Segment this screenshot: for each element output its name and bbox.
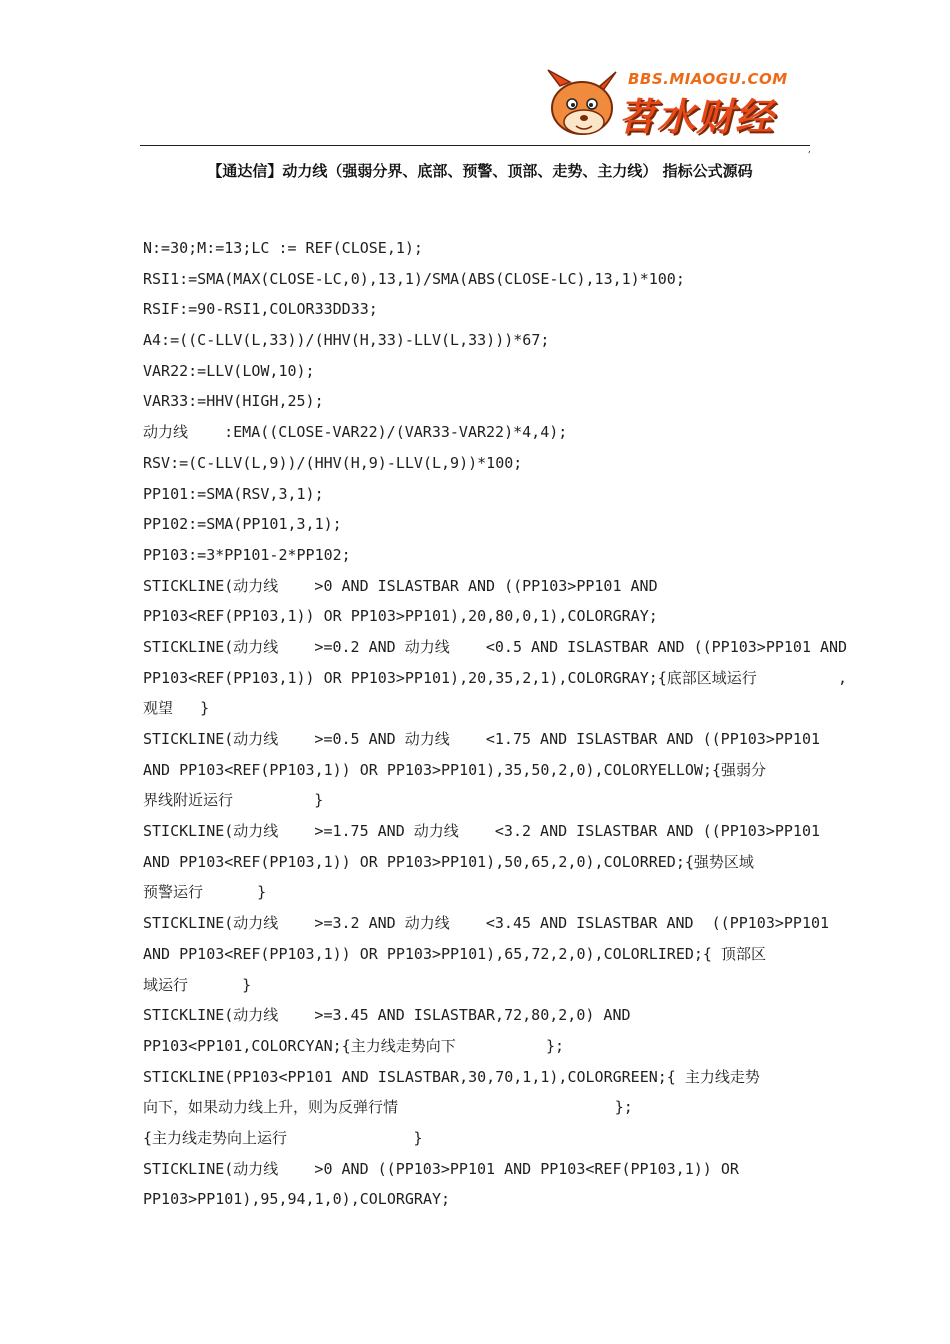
code-line: PP103<REF(PP103,1)) OR PP103>PP101),20,80,0,1),COLORGRAY; bbox=[143, 607, 658, 626]
code-line: STICKLINE(动力线 >=0.2 AND 动力线 <0.5 AND ISLASTBAR AND ((PP103>PP101 AND bbox=[143, 637, 848, 656]
code-line: RSI1:=SMA(MAX(CLOSE-LC,0),13,1)/SMA(ABS(CLOSE-LC),13,1)*100; bbox=[143, 269, 685, 288]
code-line: PP103:=3*PP101-2*PP102; bbox=[143, 545, 351, 564]
formula-code-block bbox=[143, 233, 848, 1215]
code-line: AND PP103<REF(PP103,1)) OR PP103>PP101),65,72,2,0),COLORLIRED;{ 顶部区 bbox=[143, 944, 766, 963]
code-line: VAR22:=LLV(LOW,10); bbox=[143, 361, 315, 380]
code-line: RSIF:=90-RSI1,COLOR33DD33; bbox=[143, 300, 378, 319]
code-line: STICKLINE(动力线 >0 AND ISLASTBAR AND ((PP103>PP101 AND bbox=[143, 576, 658, 595]
code-line: STICKLINE(动力线 >=1.75 AND 动力线 <3.2 AND ISLASTBAR AND ((PP103>PP101 bbox=[143, 822, 821, 841]
code-line: A4:=((C-LLV(L,33))/(HHV(H,33)-LLV(L,33)))*67; bbox=[143, 331, 550, 350]
code-line: {主力线走势向上运行 } bbox=[143, 1128, 423, 1147]
mascot-icon bbox=[540, 68, 630, 146]
code-line: STICKLINE(PP103<PP101 AND ISLASTBAR,30,70,1,1),COLORGREEN;{ 主力线走势 bbox=[143, 1067, 760, 1086]
code-line: STICKLINE(动力线 >=0.5 AND 动力线 <1.75 AND ISLASTBAR AND ((PP103>PP101 bbox=[143, 730, 821, 748]
logo-wordmark: 苕水财经 bbox=[618, 95, 775, 139]
code-line: N:=30;M:=13;LC := REF(CLOSE,1); bbox=[143, 239, 423, 257]
code-line: AND PP103<REF(PP103,1)) OR PP103>PP101),35,50,2,0),COLORYELLOW;{强弱分 bbox=[143, 760, 766, 779]
code-line: 动力线 :EMA((CLOSE-VAR22)/(VAR33-VAR22)*4,4); bbox=[143, 423, 568, 442]
code-line: 界线附近运行 } bbox=[143, 791, 324, 810]
logo-url: BBS.MIAOGU.COM bbox=[628, 70, 788, 88]
code-line: 预警运行 } bbox=[143, 883, 267, 902]
code-line: PP103>PP101),95,94,1,0),COLORGRAY; bbox=[143, 1190, 451, 1209]
code-line: AND PP103<REF(PP103,1)) OR PP103>PP101),50,65,2,0),COLORRED;{强势区域 bbox=[143, 852, 754, 871]
code-line: 域运行 } bbox=[143, 975, 252, 994]
code-line: 向下，如果动力线上升，则为反弹行情 }; bbox=[143, 1098, 633, 1117]
code-line: PP103<PP101,COLORCYAN;{主力线走势向下 }; bbox=[143, 1036, 565, 1055]
code-line: PP103<REF(PP103,1)) OR PP103>PP101),20,35,2,1),COLORGRAY;{底部区域运行 , bbox=[143, 668, 848, 687]
code-line: 观望 } bbox=[143, 699, 210, 718]
code-line: STICKLINE(动力线 >=3.2 AND 动力线 <3.45 AND ISLASTBAR AND ((PP103>PP101 bbox=[143, 914, 830, 933]
header-divider bbox=[140, 145, 810, 146]
code-line: STICKLINE(动力线 >0 AND ((PP103>PP101 AND PP103<REF(PP103,1)) OR bbox=[143, 1159, 739, 1178]
header-divider-mark: , bbox=[808, 145, 811, 155]
code-line: VAR33:=HHV(HIGH,25); bbox=[143, 392, 324, 411]
code-line: STICKLINE(动力线 >=3.45 AND ISLASTBAR,72,80,2,0) AND bbox=[143, 1006, 631, 1025]
code-line: PP101:=SMA(RSV,3,1); bbox=[143, 484, 324, 503]
code-line: RSV:=(C-LLV(L,9))/(HHV(H,9)-LLV(L,9))*100; bbox=[143, 453, 523, 472]
document-title: 【通达信】动力线（强弱分界、底部、预警、顶部、走势、主力线） 指标公式源码 bbox=[207, 162, 753, 180]
site-logo[interactable] bbox=[540, 68, 810, 146]
code-line: PP102:=SMA(PP101,3,1); bbox=[143, 515, 342, 534]
